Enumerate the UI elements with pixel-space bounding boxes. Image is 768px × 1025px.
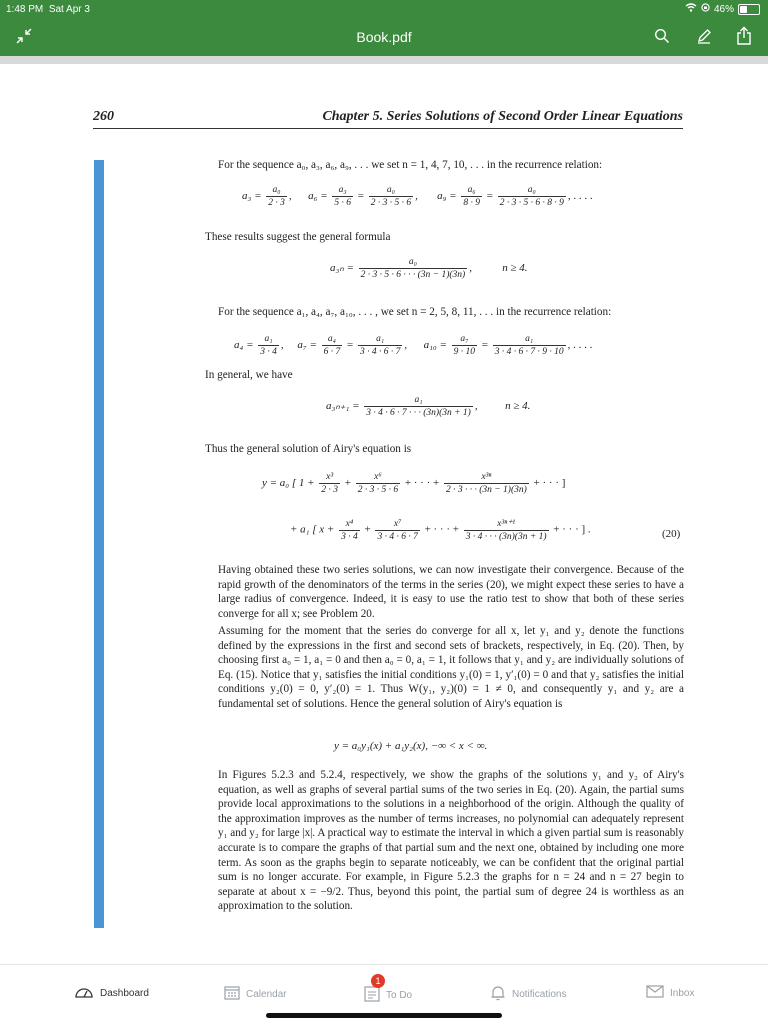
search-button[interactable] <box>650 27 674 49</box>
equation-a3-a6-a9: a₃ = $\frac{\text{a₀}}{2 \cdot 3}$ , a₆ = $\frac{\text{a₃}}{5 \cdot 6}$ = $\frac{\text{a₀}}{2 \cdot 3 \cdot 5 \cdot 6}$ , a₉ = $\frac{\text{a₆}}{8 \cdot 9}$ = $\frac{\text{a₀}}{2 \cdot 3 \cdot 5 \cdot 6 \cdot 8 \cdot 9}$ , . . . . <box>242 185 593 208</box>
document-title: Book.pdf <box>356 29 412 45</box>
home-indicator[interactable] <box>266 1013 502 1018</box>
status-right <box>685 3 760 15</box>
paragraph-1: For the sequence a₀, a₃, a₆, a₉, . . . we set n = 1, 4, 7, 10, . . . in the recurrence relation: <box>218 159 603 171</box>
share-icon <box>735 26 753 51</box>
paragraph-3: For the sequence a₁, a₄, a₇, a₁₀, . . . , we set n = 2, 5, 8, 11, . . . in the recurrence relation: <box>218 306 612 318</box>
paragraph-5: Thus the general solution of Airy's equation is <box>205 443 412 455</box>
tab-notifications[interactable] <box>490 985 566 1004</box>
wifi-icon <box>685 3 697 15</box>
equation-general-solution-a0: y = a₀ [ 1 + $\frac{\text{x³}}{2 \cdot 3}$ + $\frac{\text{x⁶}}{2 \cdot 3 \cdot 5 \cdot 6}$ + · · · + $\frac{\text{x³ⁿ}}{2 \cdot 3 \cdot \cdot \cdot (3n - 1)(3n)}$ + · · · ] <box>262 472 566 495</box>
pencil-icon <box>695 27 713 50</box>
paragraph-7: Assuming for the moment that the series do converge for all x, let y₁ and y₂ denote the functions defined by the expressions in the first and second sets of brackets, respectively, in Eq. (20). Then, by choosing first a₀ = 1, a₁ = 0 and then a₀ = 0, a₁ = 1, it follows that y₁ and y₂ are individually solutions of Eq. (15). Notice that y₁ satisfies the initial conditions y₁(0) = 1, y′₁(0) = 0 and that y₂ satisfies the initial conditions y₂(0) = 0, y′₂(0) = 1. Thus W(y₁, y₂)(0) = 1 ≠ 0, and consequently y₁ and y₂ are a fundamental set of solutions. Hence the general solution of Airy's equation is <box>218 625 684 710</box>
tab-todo[interactable] <box>364 976 413 1005</box>
equation-a4-a7-a10: a₄ = $\frac{\text{a₁}}{3 \cdot 4}$ , a₇ = $\frac{\text{a₄}}{6 \cdot 7}$ = $\frac{\text{a₁}}{3 \cdot 4 \cdot 6 \cdot 7}$ , a₁₀ = $\frac{\text{a₇}}{9 \cdot 10}$ = $\frac{\text{a₁}}{3 \cdot 4 \cdot 6 \cdot 7 \cdot 9 \cdot 10}$ , . . . . <box>234 334 593 357</box>
search-icon <box>654 28 670 49</box>
equation-a3n1: a₃ₙ₊₁ = $\frac{\text{a₁}}{3 \cdot 4 \cdot 6 \cdot 7 \cdot \cdot \cdot (3n)(3n + 1)}$ , n ≥ 4. <box>326 395 531 418</box>
calendar-icon <box>224 985 240 1003</box>
battery-icon <box>738 4 760 15</box>
tab-calendar[interactable] <box>224 985 287 1003</box>
toolbar-divider <box>0 56 768 64</box>
status-bar <box>0 0 768 20</box>
highlight-bar <box>94 160 104 928</box>
equation-a3n: a₃ₙ = $\frac{\text{a₀}}{2 \cdot 3 \cdot 5 \cdot 6 \cdot \cdot \cdot (3n - 1)(3n)}$ , n ≥ 4. <box>330 257 528 280</box>
envelope-icon <box>646 985 664 1001</box>
dashboard-icon <box>74 985 94 1002</box>
paragraph-6: Having obtained these two series solutions, we can now investigate their convergence. Because of the rapid growth of the denominators of the terms in the series (20), we might expect these series to have a large radius of convergence. Indeed, it is easy to use the ratio test to show that both of these series converge for all x; see Problem 20. <box>218 564 684 620</box>
pdf-page[interactable] <box>0 64 768 964</box>
bell-icon <box>490 985 506 1004</box>
paragraph-2: These results suggest the general formula <box>205 231 391 243</box>
tab-inbox[interactable] <box>646 985 694 1001</box>
annotate-button[interactable] <box>692 27 716 49</box>
battery-percent: 46% <box>713 3 734 15</box>
paragraph-8: In Figures 5.2.3 and 5.2.4, respectively, we show the graphs of the solutions y₁ and y₂ of Airy's equation, as well as graphs of several partial sums of the two series in Eq. (20). Again, the partial sums provide local approximations to the solutions in a neighborhood of the origin. Although the quality of the approximation improves as the number of terms increases, no polynomial can adequately represent y₁ and y₂ for large |x|. A practical way to estimate the interval in which a given partial sum is reasonably accurate is to compare the graphs of that partial sum and the next one, obtained by including one more term. As soon as the graphs begin to separate noticeably, we can be confident that the original partial sum is no longer accurate. For example, in Figure 5.2.3 the graphs for n = 24 and n = 27 begin to separate at about x = −9/2. Thus, beyond this point, the partial sum of degree 24 is worthless as an approximation to the solution. <box>218 769 684 913</box>
tab-notifications-label: Notifications <box>512 989 567 1000</box>
header-rule <box>93 128 683 129</box>
paragraph-4: In general, we have <box>205 369 293 381</box>
tab-dashboard-label: Dashboard <box>100 988 149 999</box>
todo-icon-wrap <box>364 976 381 1005</box>
orientation-lock-icon <box>701 3 710 15</box>
share-button[interactable] <box>732 27 756 49</box>
chapter-heading: Chapter 5. Series Solutions of Second Order Linear Equations <box>322 109 683 124</box>
tab-dashboard[interactable] <box>74 985 149 1002</box>
todo-badge: 1 <box>371 974 385 988</box>
nav-bar <box>0 20 768 56</box>
tab-calendar-label: Calendar <box>246 988 287 1000</box>
equation-number: (20) <box>662 528 681 540</box>
equation-airy-solution: y = a₀y₁(x) + a₁y₂(x), −∞ < x < ∞. <box>334 740 488 752</box>
status-time: 1:48 PM Sat Apr 3 <box>6 4 90 15</box>
tab-inbox-label: Inbox <box>670 987 695 999</box>
todo-icon <box>364 994 380 1005</box>
equation-general-solution-a1: + a₁ [ x + $\frac{\text{x⁴}}{3 \cdot 4}$ + $\frac{\text{x⁷}}{3 \cdot 4 \cdot 6 \cdot 7}$ + · · · + $\frac{\text{x³ⁿ⁺¹}}{3 \cdot 4 \cdot \cdot \cdot (3n)(3n + 1)}$ + · · · ] . <box>290 518 591 542</box>
page-number: 260 <box>93 109 114 124</box>
tab-todo-label: To Do <box>386 989 413 1001</box>
